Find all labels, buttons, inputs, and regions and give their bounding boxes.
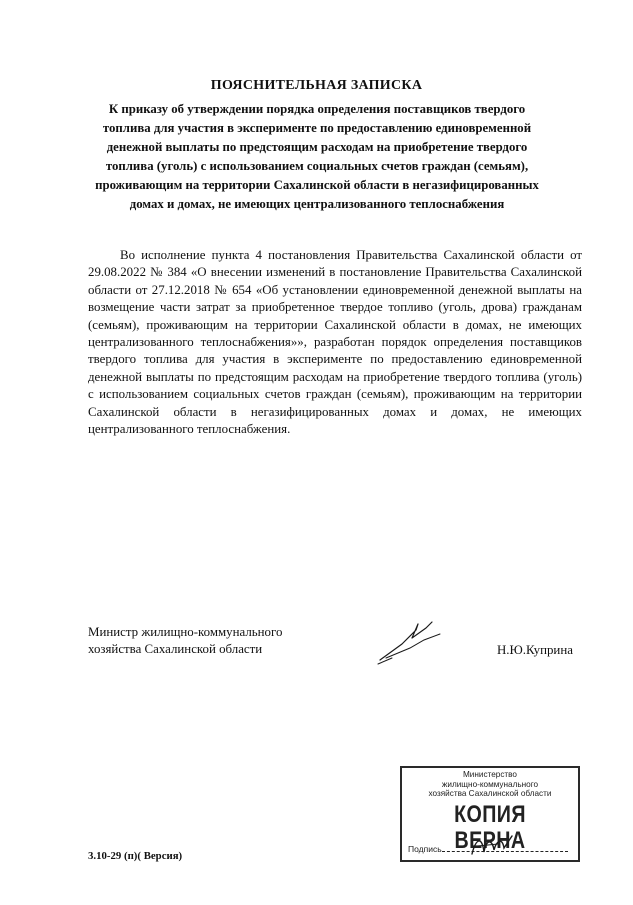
stamp-handwritten-initials <box>468 832 522 858</box>
stamp-org-line2: жилищно-коммунального <box>441 779 539 789</box>
signer-position <box>88 624 348 659</box>
stamp-certified-copy-text: КОПИЯ ВЕРНА <box>454 800 526 854</box>
stamp-org-line1: Министерство <box>462 770 517 779</box>
document-code: 3.10-29 (п)( Версия) <box>88 850 183 862</box>
document-subtitle: К приказу об утверждении порядка определения поставщиков твердого топлива для участия в эксперименте по предоставлению единовременной денежной выплаты по предстоящим расходам на приобретение твердого топлива (уголь) с использованием социальных счетов граждан (семьям), проживающим на территории Сахалинской области в негазифицированных домах и домах, не имеющих централизованного теплоснабжения <box>95 102 539 211</box>
signer-position-line1: Министр жилищно-коммунального <box>88 625 283 639</box>
document-body: Во исполнение пункта 4 постановления Правительства Сахалинской области от 29.08.2022 № 384 «О внесении изменений в постановление Правительства Сахалинской области от 27.12.2018 № 654 «Об установлении единовременной денежной выплаты на возмещение части затрат за приобретенное твердое топливо (уголь, дрова) гражданам (семьям), проживающим на территории Сахалинской области в домах, не имеющих централизованного теплоснабжения»», разработан порядок определения поставщиков твердого топлива для участия в эксперименте по предоставлению единовременной денежной выплаты по предстоящим расходам на приобретение твердого топлива (уголь) с использованием социальных счетов граждан (семьям), проживающим на территории Сахалинской области в негазифицированных домах и домах, не имеющих централизованного теплоснабжения. <box>88 248 582 437</box>
stamp-sign-label: Подпись <box>408 844 442 854</box>
signer-position-line2: хозяйства Сахалинской области <box>88 642 263 657</box>
handwritten-signature <box>372 614 460 668</box>
stamp-org-line3: хозяйства Сахалинской области <box>428 789 552 799</box>
signer-name: Н.Ю.Куприна <box>497 643 573 657</box>
certified-copy-stamp <box>400 766 580 862</box>
stamp-organization <box>406 770 574 799</box>
document-title: ПОЯСНИТЕЛЬНАЯ ЗАПИСКА <box>210 78 423 93</box>
